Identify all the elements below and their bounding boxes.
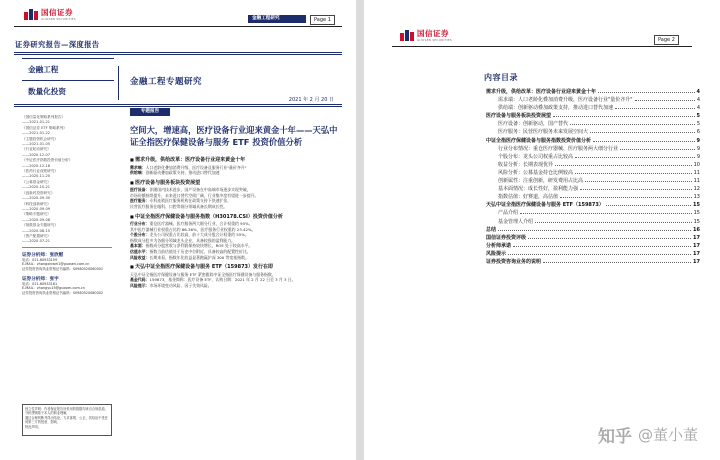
- related-reports: [22, 115, 112, 245]
- toc-entry[interactable]: [486, 96, 700, 104]
- toc-entry[interactable]: [486, 234, 700, 242]
- toc-entry[interactable]: [486, 161, 700, 169]
- side-box-1: 金融工程: [22, 58, 114, 80]
- toc-entry[interactable]: [486, 145, 700, 153]
- toc-label: 产品介绍: [498, 210, 519, 217]
- toc-label: 供给端：创新驱动叠加政策支持，推动进口替代加速: [498, 105, 614, 112]
- section-heading: ■ 中证全指医疗保健设备与服务指数（H30178.CSI）投资价值分析: [130, 213, 342, 222]
- toc-label: 风险提示: [486, 250, 507, 257]
- analyst-title: 证券分析师：张宇: [22, 276, 59, 282]
- related-report-line: 《国信量化策略系列报告》: [22, 115, 66, 119]
- related-report-line: ——2020-12-18: [22, 163, 51, 168]
- toc-leader: [570, 121, 695, 125]
- body-paragraph: [130, 249, 342, 260]
- toc-leader: [535, 219, 692, 223]
- toc-entry[interactable]: [486, 104, 700, 112]
- body-line-text: 专科连锁医疗服务机构在政策支持下快速扩张，: [149, 198, 232, 204]
- toc-label: 医疗设备与服务板块投资展望: [486, 113, 552, 120]
- toc-page: 15: [693, 210, 700, 217]
- toc-leader: [593, 138, 695, 142]
- body-line-text: 伴随国内技术进步，国产设备在中高端市场逐步实现突破，: [149, 187, 251, 193]
- toc-leader: [590, 129, 695, 133]
- body-paragraph: [130, 187, 342, 198]
- toc-leader: [560, 194, 692, 198]
- body-line-lead: 医疗设备：: [130, 187, 150, 193]
- page-number: Page 1: [310, 15, 335, 25]
- toc-entry[interactable]: [486, 153, 700, 161]
- body-line-lead: 基金代码：: [130, 277, 150, 283]
- related-report-line: 《科技创新研究》: [22, 201, 51, 206]
- toc-page: 15: [693, 218, 700, 225]
- related-report-line: ——2020-10-21: [22, 185, 51, 190]
- body-line-text: 159873，基金简称：医疗设备 ETF，认购日期：2021 年 2 月 22 日至 3 月 3 日。: [149, 277, 296, 283]
- related-report-line: ——2020-09-08: [22, 217, 51, 222]
- body-line: [130, 204, 342, 210]
- analyst-block: [22, 252, 112, 296]
- toc-entry[interactable]: [486, 193, 700, 201]
- analyst-contact: 证券投资咨询执业资格证书编码：S0980520080002: [22, 290, 104, 295]
- toc-label: 创新属性：注重创新，研发费用占比高: [498, 178, 584, 185]
- header-rule-2: [392, 46, 692, 47]
- toc-entry[interactable]: [486, 218, 700, 226]
- body-line-text: 龙头公司权重占比较高，前十大成分股合计权重约 55%。: [149, 232, 249, 238]
- toc-page: 4: [696, 89, 700, 95]
- related-report-line: 《创新药投资研究》: [22, 190, 55, 195]
- toc-page: 6: [696, 129, 700, 136]
- toc-entry[interactable]: [486, 209, 700, 217]
- toc-page: 4: [696, 97, 700, 104]
- toc-leader: [635, 97, 695, 101]
- body-line: [130, 170, 342, 176]
- toc-leader: [513, 243, 691, 247]
- toc-entry[interactable]: [486, 201, 700, 209]
- report-page-1: [0, 0, 356, 460]
- body-line-text: 天弘中证全指医疗保健设备与服务 ETF 紧密跟踪中证全指医疗保健设备与服务指数，: [130, 271, 276, 277]
- left-separator: [22, 247, 112, 248]
- body-line-text: 重仓医疗器械、医疗服务两大细分行业，合计权重约 95%，: [149, 221, 253, 227]
- section-heading: ■ 医疗设备与服务板块投资展望: [130, 179, 342, 188]
- body-paragraph: [130, 198, 342, 209]
- watermark: [598, 422, 698, 447]
- toc-label: 国信证券投资评级: [486, 234, 527, 241]
- toc-leader: [508, 251, 691, 255]
- toc-entry[interactable]: [486, 88, 700, 96]
- body-line-lead: 医疗服务：: [130, 198, 150, 204]
- brand-logo-2: [400, 30, 452, 42]
- left-column: [22, 115, 112, 295]
- related-report-line: ——2020-07-21: [22, 239, 51, 244]
- body-line-lead: 风险收益：: [130, 254, 150, 260]
- toc-leader: [498, 227, 691, 231]
- toc-label: 医疗服务：民营医疗服务未来发展空间大: [498, 129, 589, 136]
- toc-entry[interactable]: [486, 185, 700, 193]
- table-of-contents: [486, 88, 700, 266]
- related-report-line: ——2020-09-09: [22, 206, 51, 211]
- body-line-lead: 基本面：: [130, 243, 146, 249]
- section-heading: ■ 需求升级，供给改革：医疗设备行业迎来黄金十年: [130, 156, 342, 165]
- body-line-lead: 估值水平：: [130, 249, 150, 255]
- related-report-line: 《中证医疗指数投资价值分析》: [22, 158, 73, 163]
- toc-entry[interactable]: [486, 250, 700, 258]
- analyst-contact: E-MAIL：zhangxinwei1@guosen.com.cn: [22, 262, 90, 267]
- toc-page: 9: [696, 137, 700, 144]
- body-line-lead: 需求端：: [130, 164, 146, 170]
- logo-cn: 国信证券: [417, 29, 449, 38]
- toc-leader: [580, 186, 692, 190]
- toc-label: 分析师承诺: [486, 242, 512, 249]
- body-paragraph: [130, 165, 342, 176]
- related-report-line: ——2021-01-21: [22, 120, 51, 125]
- toc-page: 10: [693, 161, 700, 168]
- toc-page: 13: [693, 194, 700, 201]
- related-report-line: ——2020-12-07: [22, 152, 51, 157]
- toc-label: 天弘中证全指医疗保健设备与服务 ETF（159873）: [486, 202, 604, 209]
- watermark-platform: 知乎: [597, 427, 632, 447]
- body-line-text: 市场环境变动风险、因子失效风险。: [149, 282, 212, 288]
- related-report-line: 《公募基金研究》: [22, 179, 51, 184]
- body-line: [130, 255, 342, 261]
- toc-label: 行业分布情况：重仓医疗器械、医疗服务两大细分行业: [498, 145, 619, 152]
- header-divider: [118, 66, 119, 100]
- page-number-2: Page 2: [654, 35, 679, 45]
- analyst-title: 证券分析师：张欣慰: [22, 252, 64, 258]
- toc-page: 17: [693, 242, 700, 249]
- toc-leader: [585, 178, 692, 182]
- disclaimer-line: 通过合理判断并得出结论，力求客观、公正，其结论不受任何第三方的授意、影响，: [25, 415, 108, 425]
- toc-title: 内容目录: [484, 73, 518, 82]
- body-line-lead: 行业分布：: [130, 221, 150, 227]
- toc-page: 12: [693, 186, 700, 193]
- toc-entry[interactable]: [486, 120, 700, 128]
- report-tag: 专题报告: [130, 108, 170, 116]
- toc-label: 风险分析：公募基金持仓比例较高: [498, 169, 574, 176]
- related-report-line: 《指数基金专题研究》: [22, 223, 58, 228]
- analyst-contact: 电话：021-60933181: [22, 281, 58, 286]
- logo-en: GUOSEN SECURITIES: [417, 37, 452, 42]
- body-line-text: 其中医疗器械行业权重占比约 66.36%，医疗服务行业权重约 23.42%。: [130, 226, 256, 232]
- toc-page: 5: [696, 113, 700, 120]
- toc-entry[interactable]: [486, 177, 700, 185]
- toc-page: 17: [693, 258, 700, 265]
- toc-leader: [520, 210, 692, 214]
- toc-entry[interactable]: [486, 169, 700, 177]
- body-paragraph: [130, 221, 342, 232]
- body-line-text: 指数成分股多为各细分领域龙头企业，具备较强的盈利能力。: [130, 237, 236, 243]
- related-report-line: ——2021-01-22: [22, 131, 51, 136]
- toc-label: 收益分析：长期表现优异: [498, 161, 554, 168]
- brand-logo: [24, 9, 76, 21]
- report-type-rule: [14, 52, 342, 55]
- toc-label: 基本面情况：成长性好，盈利能力强: [498, 186, 579, 193]
- body-line-lead: 个股分布：: [130, 232, 150, 238]
- toc-page: 16: [693, 226, 700, 233]
- toc-leader: [620, 146, 695, 150]
- disclaimer-line: 独立性声明：作者保证报告所采用的数据均来自合规渠道，分析逻辑基于本人的职业理解，: [25, 407, 108, 416]
- report-body: [130, 153, 342, 289]
- related-report-line: ——2020-11-20: [22, 174, 51, 179]
- body-line: [130, 283, 342, 289]
- body-line-text: 民营医疗服务在眼科、口腔等细分领域具备长期成长性。: [130, 203, 228, 209]
- body-paragraph: [130, 232, 342, 243]
- toc-leader: [598, 89, 695, 93]
- toc-entry[interactable]: [486, 242, 700, 250]
- section-heading: ■ 天弘中证全指医疗保健设备与服务 ETF（159873）发行在即: [130, 263, 342, 272]
- toc-label: 中证全指医疗保健设备与服务指数投资价值分析: [486, 137, 592, 144]
- logo-cn: 国信证券: [41, 8, 73, 17]
- related-report-line: 《行业轮动研究》: [22, 147, 51, 152]
- report-page-2: [364, 0, 720, 460]
- related-report-line: 《资产配置研究》: [22, 233, 51, 238]
- logo-mark-icon: [400, 30, 414, 41]
- logo-mark-icon: [24, 9, 38, 20]
- related-report-line: ——2020-08-15: [22, 228, 51, 233]
- related-report-line: ——2021-01-05: [22, 142, 51, 147]
- logo-en: GUOSEN SECURITIES: [41, 16, 76, 21]
- toc-page: 17: [693, 250, 700, 257]
- body-line-text: 指数成分股营收与净利润保持较快增长，ROE 处于较高水平。: [145, 243, 253, 249]
- toc-label: 指数估值：好赛道，高估值: [498, 194, 559, 201]
- report-date: 2021 年 2 月 20 日: [288, 97, 334, 103]
- main-title: 空间大，增速高，医疗设备行业迎来黄金十年——天弘中证全指医疗保健设备与服务 ETF 投资价值分析: [130, 125, 338, 147]
- toc-page: 11: [693, 169, 700, 176]
- toc-page: 11: [693, 178, 700, 185]
- watermark-user: @董小董: [637, 426, 698, 444]
- toc-leader: [575, 154, 695, 158]
- body-line-text: 创新驱动叠加政策支持，推动进口替代加速: [145, 170, 220, 176]
- side-box-2: 数量化投资: [22, 80, 114, 102]
- toc-entry[interactable]: [486, 258, 700, 266]
- disclaimer-line: 特此声明。: [25, 424, 41, 429]
- body-line-text: 市场份额持续提升，未来进口替代空间广阔，行业集中度有望进一步提升。: [130, 192, 259, 198]
- body-line-text: 人口老龄化叠加消费升级，医疗设备及服务行业"量价齐升": [145, 164, 247, 170]
- toc-page: 4: [696, 105, 700, 112]
- toc-label: 需求端：人口老龄化叠加消费升级，医疗设备行业"量价齐升": [498, 97, 633, 104]
- toc-page: 9: [696, 145, 700, 152]
- disclaimer-box: [22, 404, 112, 436]
- related-report-line: 《策略专题研究》: [22, 212, 51, 217]
- toc-label: 证券投资咨询业务的说明: [486, 258, 542, 265]
- toc-label: 个股分布：龙头公司权重占比较高: [498, 153, 574, 160]
- title-rule: [14, 104, 342, 107]
- toc-entry[interactable]: [486, 226, 700, 234]
- toc-page: 17: [693, 234, 700, 241]
- body-paragraph: [130, 272, 342, 283]
- toc-entry[interactable]: [486, 128, 700, 136]
- toc-leader: [615, 105, 695, 109]
- header-rule: [14, 26, 342, 27]
- body-line-lead: 风险提示：: [130, 282, 150, 288]
- toc-page: 15: [693, 202, 700, 209]
- toc-leader: [606, 202, 691, 206]
- related-report-line: 《医药行业深度研究》: [22, 169, 58, 174]
- toc-page: 5: [696, 121, 700, 128]
- analyst-contact: 证券投资咨询执业资格证书编码：S0980520060001: [22, 266, 104, 271]
- header-title: 金融工程专题研究: [130, 77, 203, 87]
- toc-leader: [553, 113, 695, 117]
- body-line-lead: 供给端：: [130, 170, 146, 176]
- toc-leader: [543, 259, 691, 263]
- toc-page: 9: [696, 153, 700, 160]
- body-line-text: 指数当前估值处于历史中位附近，具备较高的配置性价比。: [149, 249, 251, 255]
- report-type: 证券研究报告—深度报告: [15, 40, 100, 49]
- toc-label: 基金管理人介绍: [498, 218, 534, 225]
- body-paragraph: [130, 283, 342, 289]
- related-report-line: 《国信证券 ETF 策略系列》: [22, 125, 67, 130]
- toc-leader: [528, 235, 691, 239]
- header-bar: 金融工程研究: [248, 15, 306, 23]
- toc-leader: [555, 162, 692, 166]
- toc-label: 医疗设备：创新驱动，国产替代: [498, 121, 569, 128]
- analyst-contact: 电话：021-60933159: [22, 257, 58, 262]
- related-report-line: ——2020-09-30: [22, 196, 51, 201]
- toc-entry[interactable]: [486, 137, 700, 145]
- toc-leader: [575, 170, 692, 174]
- toc-label: 总结: [486, 226, 497, 233]
- related-report-line: 《主题投资机会研究》: [22, 136, 58, 141]
- analyst-contact: E-MAIL：zhangyu15@guosen.com.cn: [22, 286, 85, 291]
- body-line-text: 长期来看，指数年化收益显著跑赢沪深 300 等宽基指数。: [149, 254, 249, 260]
- toc-entry[interactable]: [486, 112, 700, 120]
- toc-label: 需求升级，供给改革：医疗设备行业迎来黄金十年: [486, 89, 597, 95]
